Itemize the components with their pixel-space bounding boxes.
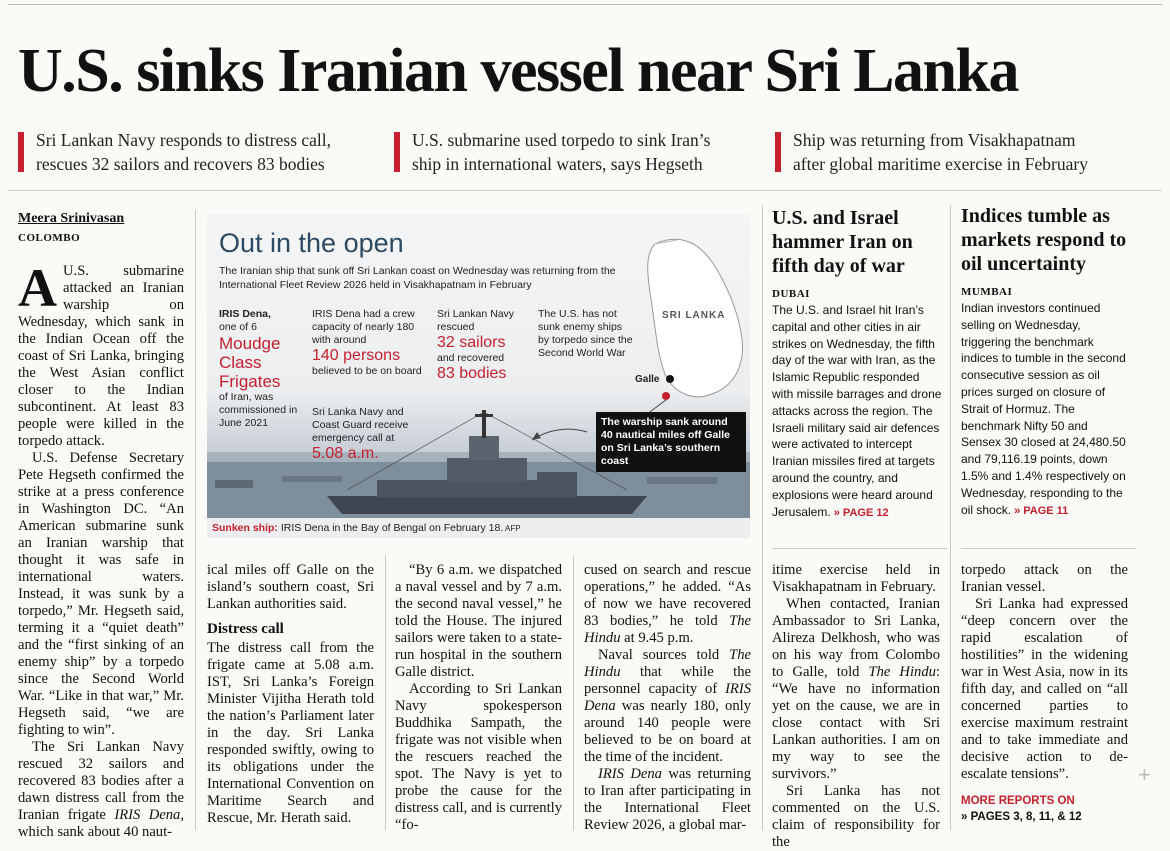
side-story-1-headline: U.S. and Israel hammer Iran on fifth day of war: [772, 207, 913, 277]
infographic: [207, 214, 750, 538]
paragraph: According to Sri Lankan Navy spokesperson Buddhika Sampath, the frigate was not visible when the rescuers reached the spot. The Navy is yet to probe the cause for the distress call, and is currently “fo-: [395, 681, 562, 833]
page-ref-link[interactable]: » PAGE 11: [1011, 504, 1069, 517]
paragraph: ical miles off Galle on the island’s southern coast, Sri Lankan authorities said.: [207, 562, 374, 612]
side-story-2: [961, 204, 1131, 519]
fact-ship: [219, 308, 301, 430]
ship-commissioned: of Iran, was commissioned in June 2021: [219, 391, 298, 429]
kicker-3-line1: Ship was returning from Visakhapatnam: [793, 130, 1076, 150]
side-story-1: [772, 206, 942, 521]
kicker-3: [775, 128, 1163, 178]
subhead: Distress call: [207, 621, 284, 637]
ship-class: Moudge Class Frigates: [219, 334, 281, 391]
paragraph: Sri Lanka has not commented on the U.S. claim of responsibility for the: [772, 783, 940, 850]
kicker-2-line1: U.S. submarine used torpedo to sink Iran’s: [412, 130, 711, 150]
sinking-callout: The warship sank around 40 nautical miles off Galle on Sri Lanka’s southern coast: [596, 412, 746, 472]
paragraph: The distress call from the frigate came at 5.08 a.m. IST, Sri Lanka’s Foreign Minister Vijitha Herath told the nation’s Parliament later in the day. Sri Lanka responded swiftly, owing to its obligations under the International Convention on Maritime Search and Rescue, Mr. Herath said.: [207, 640, 374, 826]
infographic-title: Out in the open: [219, 228, 404, 258]
rescue-count: 32 sailors: [437, 334, 506, 351]
headline: U.S. sinks Iranian vessel near Sri Lanka: [18, 37, 1018, 105]
column-divider: [385, 555, 386, 830]
paragraph: Sri Lanka had expressed “deep concern over the rapid escalation of hostilities” in the widening war in West Asia, now in its fifth day, and called on “all concerned parties to exercise maximum restraint and to take immediate and decisive action to de-escalate tensions”.: [961, 596, 1128, 782]
kicker-bar: [775, 132, 781, 172]
distant-ship: [215, 480, 253, 488]
column-divider: [762, 205, 763, 830]
photo-caption: [207, 518, 750, 538]
bodies-count: 83 bodies: [437, 365, 507, 382]
side-story-2-body: Indian investors continued selling on Wednesday, triggering the benchmark indices to tumble in the second consecutive session as oil prices surged on closure of Strait of Hormuz. The benchmark Nifty 50 and Sensex 30 closed at 24,480.50 and 79,116.19 points, down 1.5% and 1.4% respectively on Wednesday, responding to the oil shock. » PAGE 11: [961, 301, 1126, 517]
kicker-2: [394, 128, 772, 178]
kicker-1-line1: Sri Lankan Navy responds to distress call,: [36, 130, 332, 150]
top-rule: [8, 4, 1162, 5]
crew-count: 140 persons: [312, 347, 401, 364]
paragraph: The Sri Lankan Navy rescued 32 sailors and recovered 83 bodies after a dawn distress call from the Iranian frigate IRIS Dena, which sank about 40 naut-: [18, 739, 184, 840]
galle-label: Galle: [635, 374, 660, 385]
article-col-4: [584, 562, 751, 834]
side-story-2-headline: Indices tumble as markets respond to oil uncertainty: [961, 205, 1127, 275]
ship-of: one of 6: [219, 321, 257, 333]
side-story-1-body: The U.S. and Israel hit Iran’s capital and other cities in air strikes on Wednesday, the fifth day of the war with Iran, as the Islamic Republic responded with missile barrages and drone attacks across the region. The Israeli military said air defences were activated to intercept Iranian missiles fired at targets around the country, and explosions were heard around Jerusalem. » PAGE 12: [772, 303, 942, 519]
paragraph: cused on search and rescue operations,” he added. “As of now we have recovered 83 bodies,” he told The Hindu at 9.45 p.m.: [584, 562, 751, 646]
crew-note: believed to be on board: [312, 365, 422, 377]
more-reports-label: MORE REPORTS ON: [961, 795, 1075, 807]
article-col-1: [18, 210, 184, 841]
caption-label: Sunken ship:: [212, 522, 278, 534]
column-divider: [950, 205, 951, 830]
paragraph: IRIS Dena was returning to Iran after participating in the International Fleet Review 2026, a global mar-: [584, 766, 751, 833]
fact-distress: [312, 406, 422, 463]
byline: Meera Srinivasan: [18, 211, 125, 226]
column-divider: [195, 210, 196, 830]
dateline: COLOMBO: [18, 232, 81, 244]
distress-text: Sri Lanka Navy and Coast Guard receive emergency call at: [312, 406, 409, 444]
paragraph: When contacted, Iranian Ambassador to Sri Lanka, Alireza Delkhosh, who was on his way from Colombo to Galle, told The Hindu: “We have no information yet on the cause, we are in close contact with Sri Lankan authorities. I am on my way to see the survivors.”: [772, 596, 940, 782]
fact-rescue: [437, 308, 527, 383]
kicker-2-line2: ship in international waters, says Hegseth: [412, 154, 703, 174]
ship-name: IRIS Dena,: [219, 308, 271, 320]
sinking-site-marker: [662, 392, 670, 400]
fact-crew: [312, 308, 424, 378]
article-col-3: [395, 562, 562, 834]
lead-paragraph: A U.S. submarine attacked an Iranian warship on Wednesday, which sank in the Indian Ocean off the coast of Sri Lanka, bringing the West Asian conflict closer to the Indian subcontinent. At least 83 people were killed in the torpedo attack.: [18, 258, 184, 449]
page-ref-link[interactable]: » PAGE 12: [830, 506, 889, 519]
side-story-rule: [772, 548, 947, 549]
article-col-5: [772, 562, 940, 851]
more-reports-pages[interactable]: » PAGES 3, 8, 11, & 12: [961, 811, 1082, 823]
side-story-2-dateline: MUMBAI: [961, 286, 1013, 298]
kicker-3-line2: after global maritime exercise in February: [793, 154, 1088, 174]
distress-time: 5.08 a.m.: [312, 445, 379, 462]
section-rule: [8, 190, 1162, 191]
rescue-text: Sri Lankan Navy rescued: [437, 308, 515, 333]
side-story-1-dateline: DUBAI: [772, 288, 810, 300]
side-story-rule: [961, 548, 1136, 549]
distant-ship: [282, 476, 342, 482]
crew-text: IRIS Dena had a crew capacity of nearly 180 with around: [312, 308, 415, 346]
paragraph: Naval sources told The Hindu that while the personnel capacity of IRIS Dena was nearly 180, only around 140 people were believed to be on board at the time of the incident.: [584, 647, 751, 765]
article-col-2: [207, 562, 374, 827]
map-label: SRI LANKA: [662, 310, 726, 321]
kicker-bar: [394, 132, 400, 172]
article-col-6: [961, 562, 1128, 783]
infographic-subtitle: The Iranian ship that sunk off Sri Lankan coast on Wednesday was returning from the International Fleet Review 2026 held in Visakhapatnam in February: [219, 265, 616, 291]
recovered-text: and recovered: [437, 352, 505, 364]
paragraph: “By 6 a.m. we dispatched a naval vessel and by 7 a.m. the second naval vessel,” he told the House. The injured sailors were taken to a state-run hospital in the southern Galle district.: [395, 562, 562, 680]
distant-ship: [647, 477, 717, 484]
crop-mark-plus: +: [1138, 762, 1151, 787]
fact-us: The U.S. has not sunk enemy ships by torpedo since the Second World War: [538, 308, 633, 359]
caption-text: IRIS Dena in the Bay of Bengal on February 18.: [277, 522, 504, 534]
paragraph: itime exercise held in Visakhapatnam in February.: [772, 562, 940, 595]
paragraph: torpedo attack on the Iranian vessel.: [961, 562, 1128, 595]
kicker-1-line2: rescues 32 sailors and recovers 83 bodies: [36, 154, 325, 174]
kicker-bar: [18, 132, 24, 172]
dropcap: A: [18, 258, 57, 318]
column-divider: [573, 555, 574, 830]
caption-credit: AFP: [503, 524, 521, 533]
paragraph: U.S. Defense Secretary Pete Hegseth confirmed the strike at a press conference in Washington DC. “An American submarine sunk an Iranian warship that thought it was safe in international waters. Instead, it was sunk by a torpedo,” Mr. Hegseth said, terming it a “quiet death” and the “first sinking of an enemy ship” by a torpedo since the Second World War. “Like in that war,” Mr. Hegseth said, “we are fighting to win”.: [18, 450, 184, 738]
galle-marker: [666, 375, 674, 383]
kicker-1: [18, 128, 396, 178]
more-reports: [961, 795, 1141, 823]
